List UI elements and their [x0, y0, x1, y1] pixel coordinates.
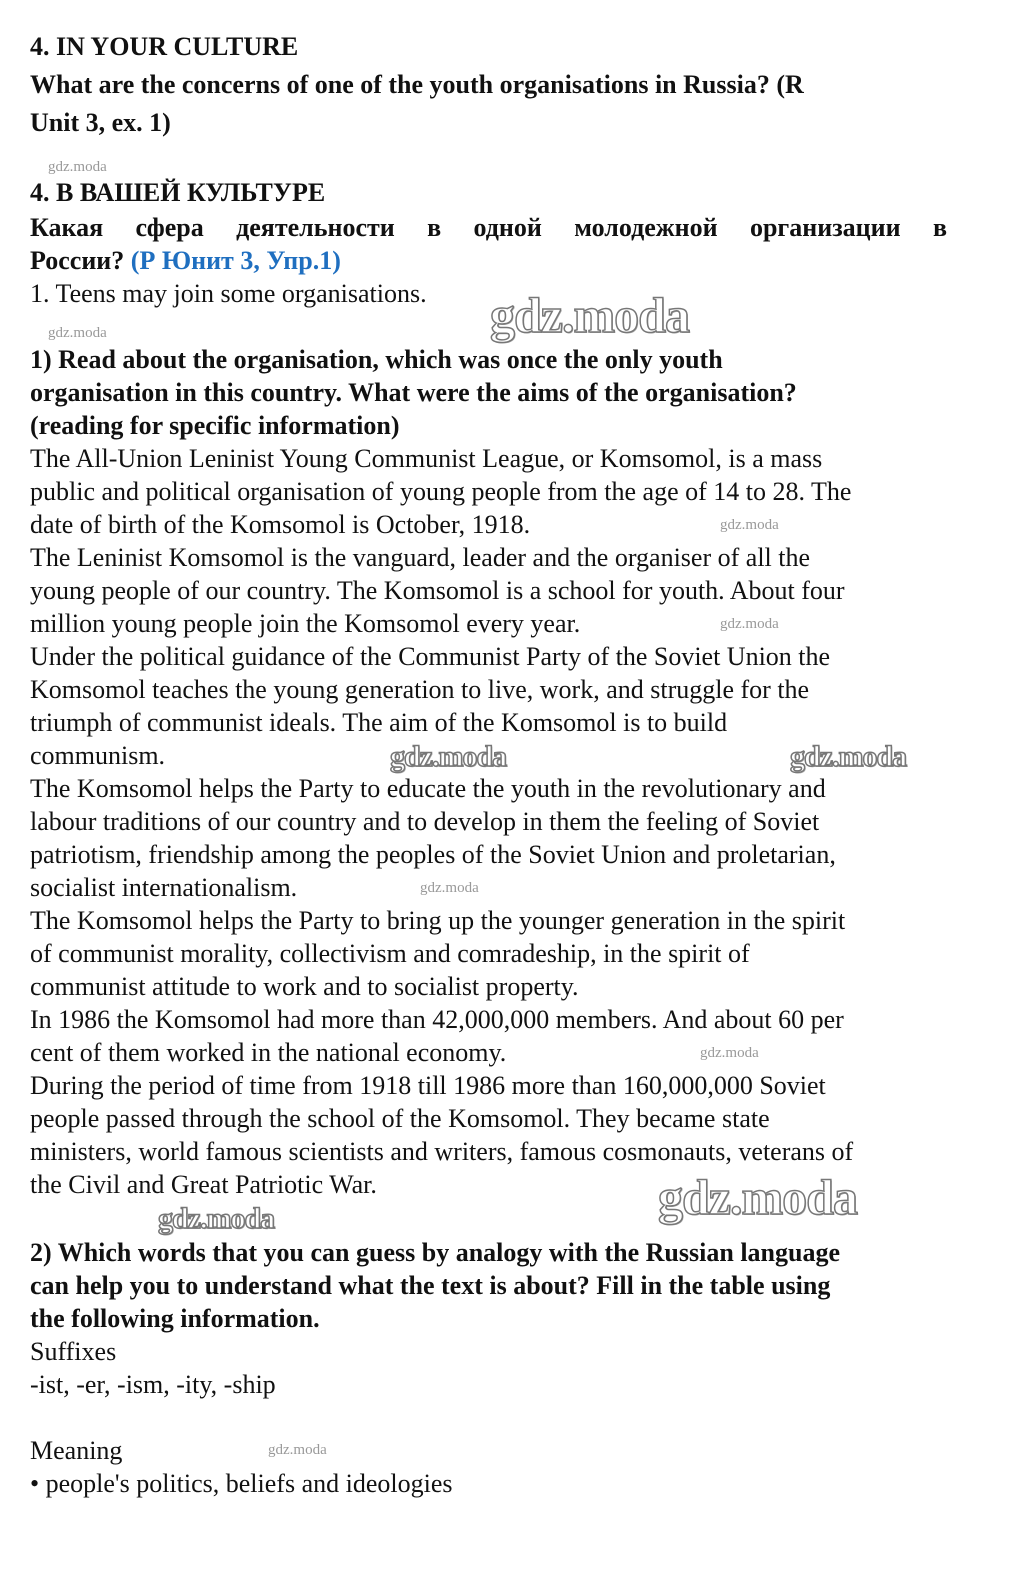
- text-line: [30, 740, 165, 772]
- heading-line: [30, 410, 399, 442]
- line-text: socialist internationalism.: [30, 873, 298, 902]
- line-text: ministers, world famous scientists and writers, famous cosmonauts, veterans of: [30, 1137, 854, 1166]
- line-text: cent of them worked in the national economy.: [30, 1038, 507, 1067]
- heading-line: [30, 245, 341, 277]
- line-text: labour traditions of our country and to develop in them the feeling of Soviet: [30, 807, 820, 836]
- heading-line: [30, 31, 298, 63]
- watermark-large: gdz.moda: [658, 1169, 857, 1225]
- line-text: During the period of time from 1918 till 1986 more than 160,000,000 Soviet: [30, 1071, 826, 1100]
- line-text: Unit 3, ex. 1): [30, 108, 171, 137]
- heading-line: [30, 1237, 840, 1269]
- text-line: [30, 872, 297, 904]
- line-text: date of birth of the Komsomol is October, 1918.: [30, 510, 531, 539]
- line-text: 4. В ВАШЕЙ КУЛЬТУРЕ: [30, 178, 326, 207]
- watermark-large: gdz.moda: [790, 740, 907, 773]
- text-line: [30, 1070, 826, 1102]
- line-text: России?: [30, 246, 131, 275]
- text-line: [30, 1037, 506, 1069]
- text-line: [30, 1336, 116, 1368]
- line-text: 2) Which words that you can guess by analogy with the Russian language: [30, 1238, 840, 1267]
- text-line: [30, 1136, 853, 1168]
- line-text: • people's politics, beliefs and ideologies: [30, 1469, 453, 1498]
- line-text: -ist, -er, -ism, -ity, -ship: [30, 1370, 276, 1399]
- line-text: million young people join the Komsomol every year.: [30, 609, 581, 638]
- line-text: public and political organisation of young people from the age of 14 to 28. The: [30, 477, 852, 506]
- text-line: [30, 938, 750, 970]
- line-text: Under the political guidance of the Communist Party of the Soviet Union the: [30, 642, 831, 671]
- line-text: young people of our country. The Komsomol is a school for youth. About four: [30, 576, 845, 605]
- text-line: [30, 278, 427, 310]
- line-text: 1) Read about the organisation, which was once the only youth: [30, 345, 723, 374]
- line-text: Suffixes: [30, 1337, 117, 1366]
- line-text: The Leninist Komsomol is the vanguard, leader and the organiser of all the: [30, 543, 811, 572]
- heading-line: [30, 212, 947, 244]
- text-line: [30, 1435, 122, 1467]
- line-text: triumph of communist ideals. The aim of the Komsomol is to build: [30, 708, 728, 737]
- watermark-large: gdz.moda: [490, 287, 689, 343]
- text-line: [30, 542, 810, 574]
- watermark-small: gdz.moda: [268, 1442, 327, 1458]
- line-text: (reading for specific information): [30, 411, 400, 440]
- watermark-small: gdz.moda: [700, 1045, 759, 1061]
- line-text: Какая сфера деятельности в одной молодежной организации в: [30, 213, 947, 242]
- heading-line: [30, 344, 723, 376]
- line-text: The Komsomol helps the Party to educate the youth in the revolutionary and: [30, 774, 826, 803]
- line-text: the following information.: [30, 1304, 320, 1333]
- text-line: [30, 1468, 452, 1500]
- line-text: can help you to understand what the text is about? Fill in the table using: [30, 1271, 831, 1300]
- line-text: of communist morality, collectivism and comradeship, in the spirit of: [30, 939, 750, 968]
- watermark-small: gdz.moda: [420, 880, 479, 896]
- text-line: [30, 839, 836, 871]
- watermark-small: gdz.moda: [720, 517, 779, 533]
- line-text: 4. IN YOUR CULTURE: [30, 32, 299, 61]
- heading-line: [30, 1270, 830, 1302]
- reference-link: (Р Юнит 3, Упр.1): [130, 246, 341, 275]
- text-line: [30, 1004, 844, 1036]
- line-text: patriotism, friendship among the peoples of the Soviet Union and proletarian,: [30, 840, 836, 869]
- text-line: [30, 905, 845, 937]
- line-text: What are the concerns of one of the youth organisations in Russia? (R: [30, 70, 804, 99]
- heading-line: [30, 107, 171, 139]
- text-line: [30, 674, 809, 706]
- watermark-small: gdz.moda: [48, 159, 107, 175]
- text-line: [30, 707, 727, 739]
- line-text: Meaning: [30, 1436, 123, 1465]
- watermark-large: gdz.moda: [390, 740, 507, 773]
- heading-line: [30, 377, 797, 409]
- watermark-large: gdz.moda: [158, 1202, 275, 1235]
- text-line: [30, 971, 579, 1003]
- watermark-small: gdz.moda: [720, 616, 779, 632]
- line-text: The All-Union Leninist Young Communist League, or Komsomol, is a mass: [30, 444, 823, 473]
- line-text: the Civil and Great Patriotic War.: [30, 1170, 377, 1199]
- text-line: [30, 608, 580, 640]
- text-line: [30, 1369, 276, 1401]
- line-text: organisation in this country. What were the aims of the organisation?: [30, 378, 797, 407]
- line-text: Komsomol teaches the young generation to live, work, and struggle for the: [30, 675, 810, 704]
- text-line: [30, 476, 851, 508]
- heading-line: [30, 1303, 320, 1335]
- text-line: [30, 575, 845, 607]
- heading-line: [30, 177, 325, 209]
- text-line: [30, 1169, 377, 1201]
- watermark-small: gdz.moda: [48, 325, 107, 341]
- line-text: The Komsomol helps the Party to bring up the younger generation in the spirit: [30, 906, 846, 935]
- text-line: [30, 806, 819, 838]
- line-text: In 1986 the Komsomol had more than 42,000,000 members. And about 60 per: [30, 1005, 844, 1034]
- text-line: [30, 641, 830, 673]
- line-text: people passed through the school of the Komsomol. They became state: [30, 1104, 770, 1133]
- line-text: communism.: [30, 741, 166, 770]
- line-text: 1. Teens may join some organisations.: [30, 279, 427, 308]
- line-text: communist attitude to work and to socialist property.: [30, 972, 579, 1001]
- text-line: [30, 509, 530, 541]
- text-line: [30, 443, 822, 475]
- heading-line: [30, 69, 804, 101]
- text-line: [30, 1103, 770, 1135]
- text-line: [30, 773, 826, 805]
